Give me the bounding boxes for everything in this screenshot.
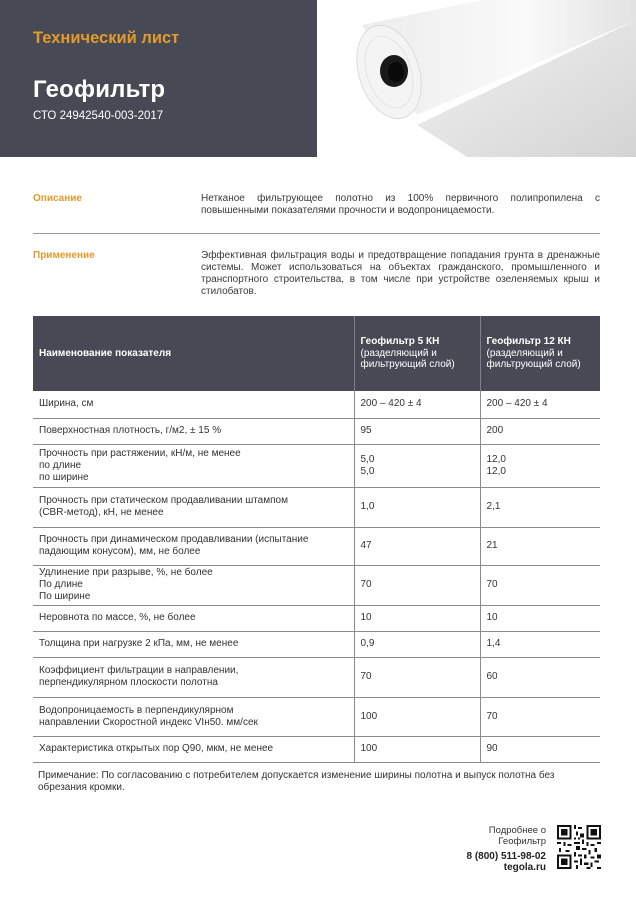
table-row [33, 631, 600, 657]
parameter-name-cell [33, 736, 354, 762]
value-12kn-cell [480, 736, 600, 762]
parameter-name-cell [33, 444, 354, 487]
parameter-name-cell [33, 565, 354, 605]
value-5kn-cell [354, 631, 480, 657]
document-type: Технический лист [33, 29, 180, 47]
footnote: Примечание: По согласованию с потребителем допускается изменение ширины полотна и выпуск полотна без обрезания кромки. [38, 770, 555, 793]
value-12kn-cell [480, 391, 600, 418]
value-5kn-cell [354, 565, 480, 605]
parameter-name-cell [33, 391, 354, 418]
product-title: Геофильтр [33, 76, 166, 103]
cell-line: Прочность при статическом продавливании штампом [39, 495, 288, 506]
application-label: Применение [33, 250, 95, 261]
table-body [33, 391, 600, 762]
hero-panel [0, 0, 317, 157]
cell-line: Неровнота по массе, %, не более [39, 612, 196, 623]
value-12kn-cell [480, 631, 600, 657]
table-row [33, 605, 600, 631]
cell-line: 21 [486, 540, 498, 551]
table-row [33, 565, 600, 605]
cell-line: 200 – 420 ± 4 [360, 398, 422, 410]
parameter-name-cell [33, 605, 354, 631]
description-text: Нетканое фильтрующее полотно из 100% первичного полипропилена с повышенными показателями прочности и водопроницаемости. [201, 193, 600, 216]
parameter-name-cell [33, 487, 354, 527]
cell-line: 200 – 420 ± 4 [486, 398, 548, 410]
cell-line: 1,0 [360, 501, 375, 512]
header-geofilter-12kn: Геофильтр 12 КН (разделяющий и фильтрующий слой) [480, 316, 600, 391]
parameter-name-cell [33, 657, 354, 697]
cell-line: перпендикулярном плоскости полотна [39, 677, 218, 688]
cell-line: 100 [360, 710, 378, 722]
cell-line: 90 [486, 743, 498, 754]
cell-line: 100 [360, 743, 378, 754]
more-info-line2: Геофильтр [498, 836, 546, 847]
table-row [33, 391, 600, 418]
value-12kn-cell [480, 444, 600, 487]
value-12kn-cell [480, 418, 600, 444]
cell-line: Прочность при динамическом продавливании (испытание [39, 534, 309, 545]
parameter-name-cell [33, 697, 354, 736]
section-divider [33, 233, 600, 234]
table-row [33, 657, 600, 697]
header-parameter: Наименование показателя [33, 316, 354, 391]
value-12kn-cell [480, 565, 600, 605]
cell-line: падающим конусом), мм, не более [39, 546, 201, 557]
parameter-name-cell [33, 527, 354, 565]
cell-line: Ширина, см [39, 398, 94, 410]
cell-line: По ширине [39, 591, 91, 602]
standard-code: СТО 24942540-003-2017 [33, 110, 164, 122]
cell-line: 5,0 [360, 465, 375, 477]
cell-line: Водопроницаемость в перпендикулярном [39, 704, 234, 716]
cell-line: 12,0 [486, 465, 506, 477]
value-12kn-cell [480, 605, 600, 631]
value-5kn-cell [354, 444, 480, 487]
cell-line: 5,0 [360, 453, 375, 465]
phone-number[interactable]: 8 (800) 511-98-02 [466, 851, 546, 862]
contact-block [466, 825, 546, 873]
value-12kn-cell [480, 487, 600, 527]
table-row [33, 418, 600, 444]
hero-banner [0, 0, 636, 157]
cell-line: Прочность при растяжении, кН/м, не менее [39, 447, 241, 459]
cell-line: 95 [360, 425, 372, 436]
description-label: Описание [33, 193, 82, 204]
specifications-table [33, 316, 600, 763]
value-12kn-cell [480, 527, 600, 565]
value-5kn-cell [354, 418, 480, 444]
value-5kn-cell [354, 391, 480, 418]
geotextile-roll-image [317, 0, 636, 157]
cell-line: Поверхностная плотность, г/м2, ± 15 % [39, 425, 222, 436]
cell-line: 70 [360, 671, 372, 682]
cell-line: 2,1 [486, 501, 501, 512]
value-5kn-cell [354, 487, 480, 527]
cell-line: по длине [39, 459, 82, 471]
cell-line: направлении Скоростной индекс VIн50. мм/сек [39, 716, 258, 728]
qr-code-icon[interactable] [557, 825, 601, 869]
table-header-row [33, 316, 600, 391]
cell-line: 1,4 [486, 638, 501, 649]
cell-line: Удлинение при разрыве, %, не более [39, 567, 213, 578]
cell-line: 47 [360, 540, 372, 551]
cell-line: Коэффициент фильтрации в направлении, [39, 665, 239, 676]
value-12kn-cell [480, 697, 600, 736]
value-12kn-cell [480, 657, 600, 697]
parameter-name-cell [33, 631, 354, 657]
cell-line: Толщина при нагрузке 2 кПа, мм, не менее [39, 638, 239, 649]
application-text: Эффективная фильтрация воды и предотвращение попадания грунта в дренажные системы. Может использоваться на объектах гражданского, промышленного и транспортного строительства, в том числе при устройстве озеленяемых крыш и стилобатов. [201, 250, 600, 297]
cell-line: 70 [360, 579, 372, 590]
cell-line: 12,0 [486, 453, 506, 465]
table-row [33, 697, 600, 736]
cell-line: 70 [486, 579, 498, 590]
table-row [33, 736, 600, 762]
more-info-line1: Подробнее о [488, 825, 546, 836]
cell-line: 0,9 [360, 638, 375, 649]
cell-line: 200 [486, 425, 504, 436]
cell-line: 70 [486, 710, 498, 722]
table-row [33, 527, 600, 565]
value-5kn-cell [354, 736, 480, 762]
cell-line: 60 [486, 671, 498, 682]
value-5kn-cell [354, 605, 480, 631]
table-row [33, 444, 600, 487]
cell-line: (CBR-метод), кН, не менее [39, 507, 164, 518]
value-5kn-cell [354, 527, 480, 565]
cell-line: по ширине [39, 471, 89, 483]
cell-line: 10 [360, 612, 372, 623]
header-geofilter-5kn: Геофильтр 5 КН (разделяющий и фильтрующий слой) [354, 316, 480, 391]
website-link[interactable]: tegola.ru [503, 862, 546, 873]
value-5kn-cell [354, 697, 480, 736]
cell-line: 10 [486, 612, 498, 623]
cell-line: Характеристика открытых пор Q90, мкм, не менее [39, 743, 274, 754]
parameter-name-cell [33, 418, 354, 444]
table-row [33, 487, 600, 527]
cell-line: По длине [39, 579, 83, 590]
value-5kn-cell [354, 657, 480, 697]
